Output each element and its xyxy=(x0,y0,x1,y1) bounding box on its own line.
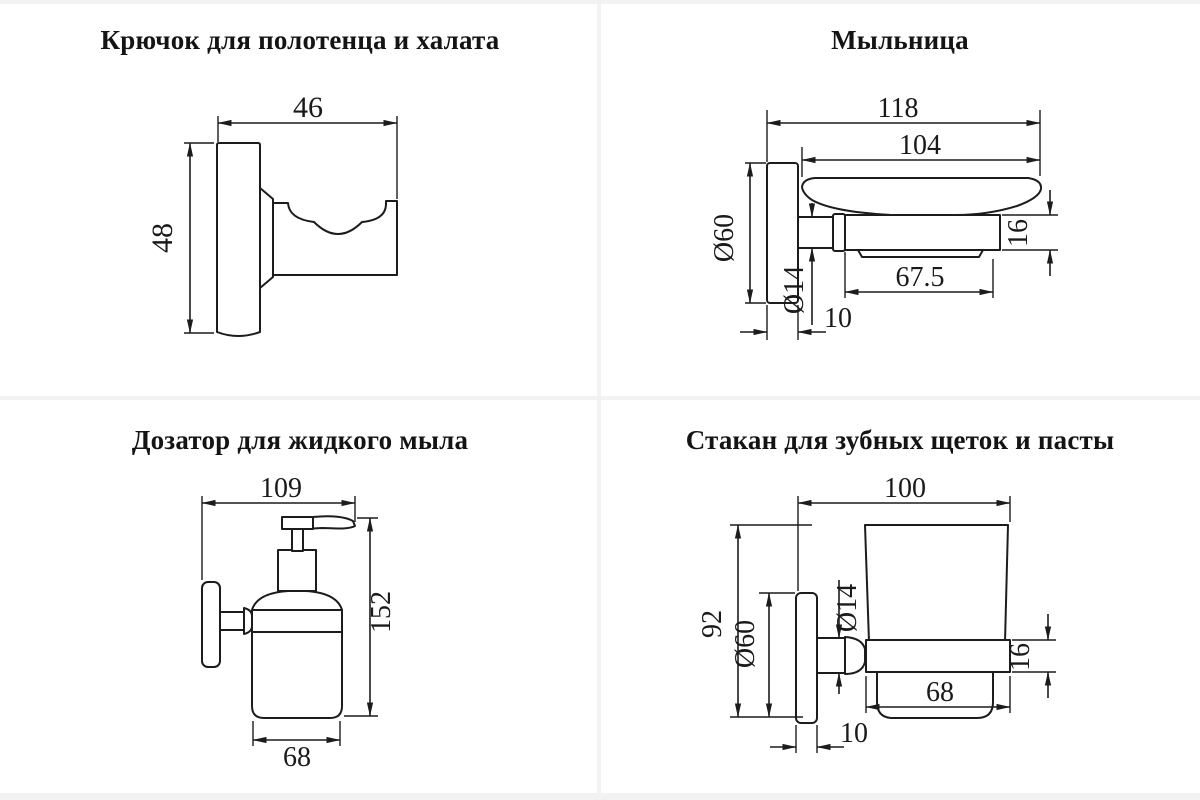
mount-stem xyxy=(817,638,845,673)
quadrant-dispenser xyxy=(0,400,600,800)
tumbler-drawing xyxy=(600,400,1200,800)
dim-cup-width-label: 68 xyxy=(283,742,311,773)
dim-plate-diameter xyxy=(730,593,795,717)
pump-spout xyxy=(313,516,355,528)
dim-cup-width xyxy=(253,721,340,773)
pump-head xyxy=(282,517,313,529)
pump-tube xyxy=(292,529,303,551)
stem-cap xyxy=(845,637,865,674)
dim-height-48 xyxy=(146,143,214,333)
dim-stem-diameter-label: Ø14 xyxy=(779,265,810,315)
dim-ring-height-label: 16 xyxy=(1005,643,1036,671)
holder-ring xyxy=(866,640,1010,672)
dim-plate-diameter-label: Ø60 xyxy=(730,619,761,669)
dim-plate-thickness-label: 10 xyxy=(840,718,868,749)
dim-width-label: 46 xyxy=(293,91,323,124)
quadrant-tumbler xyxy=(600,400,1200,800)
dim-height-label: 92 xyxy=(697,610,728,638)
holder-ring xyxy=(845,215,1000,250)
product-title-soap-dish: Мыльница xyxy=(831,25,969,55)
dim-plate-thickness xyxy=(770,718,868,753)
dim-height-152 xyxy=(344,518,397,716)
dim-depth-label: 118 xyxy=(877,93,919,124)
dim-ring-width xyxy=(845,252,993,298)
dim-plate-diameter-label: Ø60 xyxy=(709,213,740,263)
glass-cup xyxy=(252,632,342,718)
collar xyxy=(260,188,273,288)
dim-ring-width-label: 68 xyxy=(926,677,954,708)
dim-depth-label: 109 xyxy=(260,473,302,504)
dim-ring-height-label: 16 xyxy=(1003,219,1034,247)
product-title-dispenser: Дозатор для жидкого мыла xyxy=(131,425,469,455)
dim-depth-label: 100 xyxy=(884,473,926,504)
tumbler-object xyxy=(796,525,1010,723)
dim-ring-width-label: 67.5 xyxy=(895,262,945,293)
product-title-hook: Крючок для полотенца и халата xyxy=(100,25,500,55)
soap-dish-drawing xyxy=(600,0,1200,400)
wall-plate xyxy=(202,582,220,667)
hook-arm xyxy=(273,201,397,275)
dispenser-drawing xyxy=(0,400,600,800)
dim-plate-thickness-label: 10 xyxy=(824,303,852,334)
product-title-tumbler: Стакан для зубных щеток и пасты xyxy=(685,425,1115,455)
dish-bottom-lip xyxy=(858,250,983,257)
stem-cap xyxy=(244,608,252,634)
quadrant-hook xyxy=(0,0,600,400)
dispenser-object xyxy=(202,516,355,718)
dim-dish-104 xyxy=(802,130,1040,177)
hook-drawing xyxy=(0,0,600,400)
wall-plate xyxy=(217,143,260,336)
mount-stem xyxy=(220,612,244,630)
quadrant-soap-dish xyxy=(600,0,1200,400)
wall-plate xyxy=(796,593,817,723)
dim-height-label: 48 xyxy=(146,223,179,253)
dim-plate-diameter xyxy=(709,163,766,303)
bottle-neck xyxy=(278,550,316,591)
stem-cap xyxy=(833,214,845,251)
hook-object xyxy=(217,143,397,336)
dim-stem-diameter-label: Ø14 xyxy=(832,583,863,633)
soap-dish-bowl xyxy=(802,178,1041,215)
dim-dish-label: 104 xyxy=(899,130,941,161)
holder-collar xyxy=(252,610,342,632)
dim-ring-height xyxy=(1005,614,1056,698)
dim-height-label: 152 xyxy=(366,591,397,633)
mount-stem xyxy=(798,217,833,248)
glass-cup xyxy=(865,525,1008,642)
bottle-shoulder xyxy=(252,591,342,610)
